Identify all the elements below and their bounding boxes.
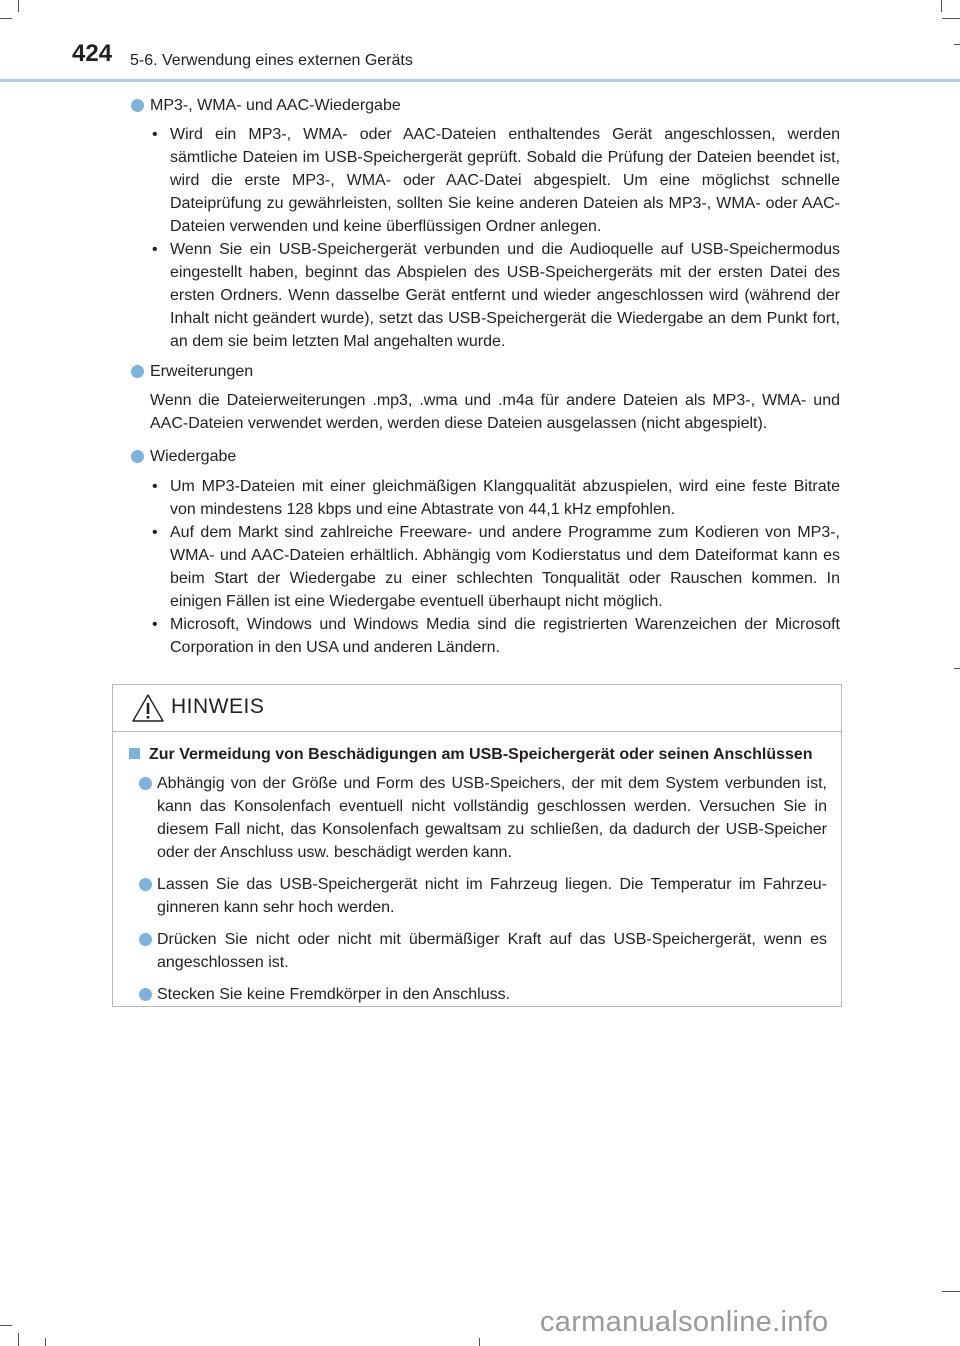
paragraph: Wenn die Dateierweiterungen .mp3, .wma und .m4a für andere Dateien als MP3-, WMA- und AAC-Dateien verwendet werden, werden diese Dateien ausgelassen (nicht abgespielt).	[150, 392, 840, 432]
circle-bullet-icon	[139, 988, 152, 1001]
notice-subheading-text: Zur Vermeidung von Beschädigungen am USB-Speichergerät oder seinen Anschlüssen	[149, 746, 813, 763]
dot-bullet-icon: •	[152, 478, 158, 495]
notice-item	[127, 873, 827, 919]
list-item	[128, 475, 840, 521]
list-item	[128, 613, 840, 659]
notice-item-text: Abhängig von der Größe und Form des USB-Speichers, der mit dem System verbunden ist, kann das Konsolenfach eventuell nicht vollständig geschlossen werden. Versuchen Sie in diesem Fall nicht, das Konsolenfach gewaltsam zu schließen, da dadurch der USB-Speicher oder der Anschluss usw. beschädigt werden kann.	[157, 775, 827, 861]
circle-bullet-icon	[131, 365, 144, 378]
main-content	[128, 94, 840, 659]
notice-item-text: Drücken Sie nicht oder nicht mit übermäßiger Kraft auf das USB-Speichergerät, wenn es angeschlossen ist.	[157, 931, 827, 971]
crop-mark	[45, 1338, 46, 1346]
page-header	[0, 0, 960, 82]
list-item-text: Wird ein MP3-, WMA- oder AAC-Dateien enthaltendes Gerät angeschlossen, werden sämtliche Dateien im USB-Speichergerät geprüft. Sobald die Prüfung der Dateien beendet ist, wird die erste MP3-, WMA- oder AAC-Datei abgespielt. Um eine möglichst schnelle Dateiprüfung zu gewährleisten, sollten Sie keine anderen Dateien als MP3-, WMA- oder AAC-Dateien verwenden und keine überflüssigen Ordner anlegen.	[170, 126, 840, 235]
crop-mark	[0, 1325, 12, 1326]
dot-bullet-icon: •	[152, 241, 158, 258]
notice-header	[113, 685, 841, 732]
list-item-text: Auf dem Markt sind zahlreiche Freeware- und andere Programme zum Kodieren von MP3-, WMA- und AAC-Dateien erhältlich. Abhängig vom Kodierstatus und dem Dateiformat kann es beim Start der Wiedergabe zu einer schlechten Tonqualität oder Rauschen kommen. In einigen Fällen ist eine Wiedergabe eventuell überhaupt nicht möglich.	[170, 524, 840, 610]
dot-bullet-icon: •	[152, 524, 158, 541]
list-item-text: Wenn Sie ein USB-Speichergerät verbunden und die Audioquelle auf USB-Speichermodus eingestellt haben, beginnt das Abspielen des USB-Speichergeräts mit der ersten Datei des ersten Ordners. Wenn dasselbe Gerät entfernt und wieder angeschlossen wird (während der Inhalt nicht geändert wurde), setzt das USB-Speichergerät die Wiedergabe an dem Punkt fort, an dem sie beim letzten Mal angehalten wurde.	[170, 241, 840, 350]
notice-item	[127, 983, 827, 1006]
list-item	[128, 238, 840, 353]
watermark: carmanualsonline.info	[540, 1306, 829, 1338]
list-item-text: Um MP3-Dateien mit einer gleichmäßigen Klangqualität abzuspielen, wird eine feste Bitrate von mindestens 128 kbps und eine Abtastrate von 44,1 kHz empfohlen.	[170, 478, 840, 518]
section-heading-text: MP3-, WMA- und AAC-Wiedergabe	[150, 97, 401, 114]
crop-mark	[942, 1291, 960, 1292]
notice-item-text: Lassen Sie das USB-Speichergerät nicht im Fahrzeug liegen. Die Temperatur im Fahrzeuginneren kann sehr hoch werden.	[157, 876, 827, 916]
header-rule	[0, 79, 960, 82]
page-number: 424	[72, 40, 113, 67]
notice-subheading	[127, 743, 827, 766]
notice-body	[127, 743, 827, 1006]
notice-item	[127, 772, 827, 864]
circle-bullet-icon	[139, 777, 152, 790]
list-item	[128, 123, 840, 238]
notice-box	[112, 684, 842, 1007]
crop-mark	[954, 668, 960, 669]
circle-bullet-icon	[139, 933, 152, 946]
section-heading	[128, 94, 840, 117]
square-bullet-icon	[129, 748, 140, 759]
section-title: 5-6. Verwendung eines externen Geräts	[130, 52, 413, 69]
notice-item-text: Stecken Sie keine Fremdkörper in den Anschluss.	[157, 986, 511, 1003]
notice-item	[127, 928, 827, 974]
circle-bullet-icon	[131, 99, 144, 112]
list-item-text: Microsoft, Windows und Windows Media sind die registrierten Warenzeichen der Microsoft Corporation in den USA und anderen Ländern.	[170, 616, 840, 656]
list-item	[128, 521, 840, 613]
dot-bullet-icon: •	[152, 616, 158, 633]
notice-title: HINWEIS	[171, 695, 265, 718]
crop-mark	[18, 1333, 19, 1346]
circle-bullet-icon	[139, 878, 152, 891]
section-heading-text: Wiedergabe	[150, 448, 237, 465]
warning-triangle-icon	[131, 693, 165, 723]
circle-bullet-icon	[131, 450, 144, 463]
section-heading-text: Erweiterungen	[150, 363, 254, 380]
dot-bullet-icon: •	[152, 126, 158, 143]
section-heading	[128, 445, 840, 468]
crop-mark	[479, 1338, 480, 1346]
section-heading	[128, 360, 840, 383]
